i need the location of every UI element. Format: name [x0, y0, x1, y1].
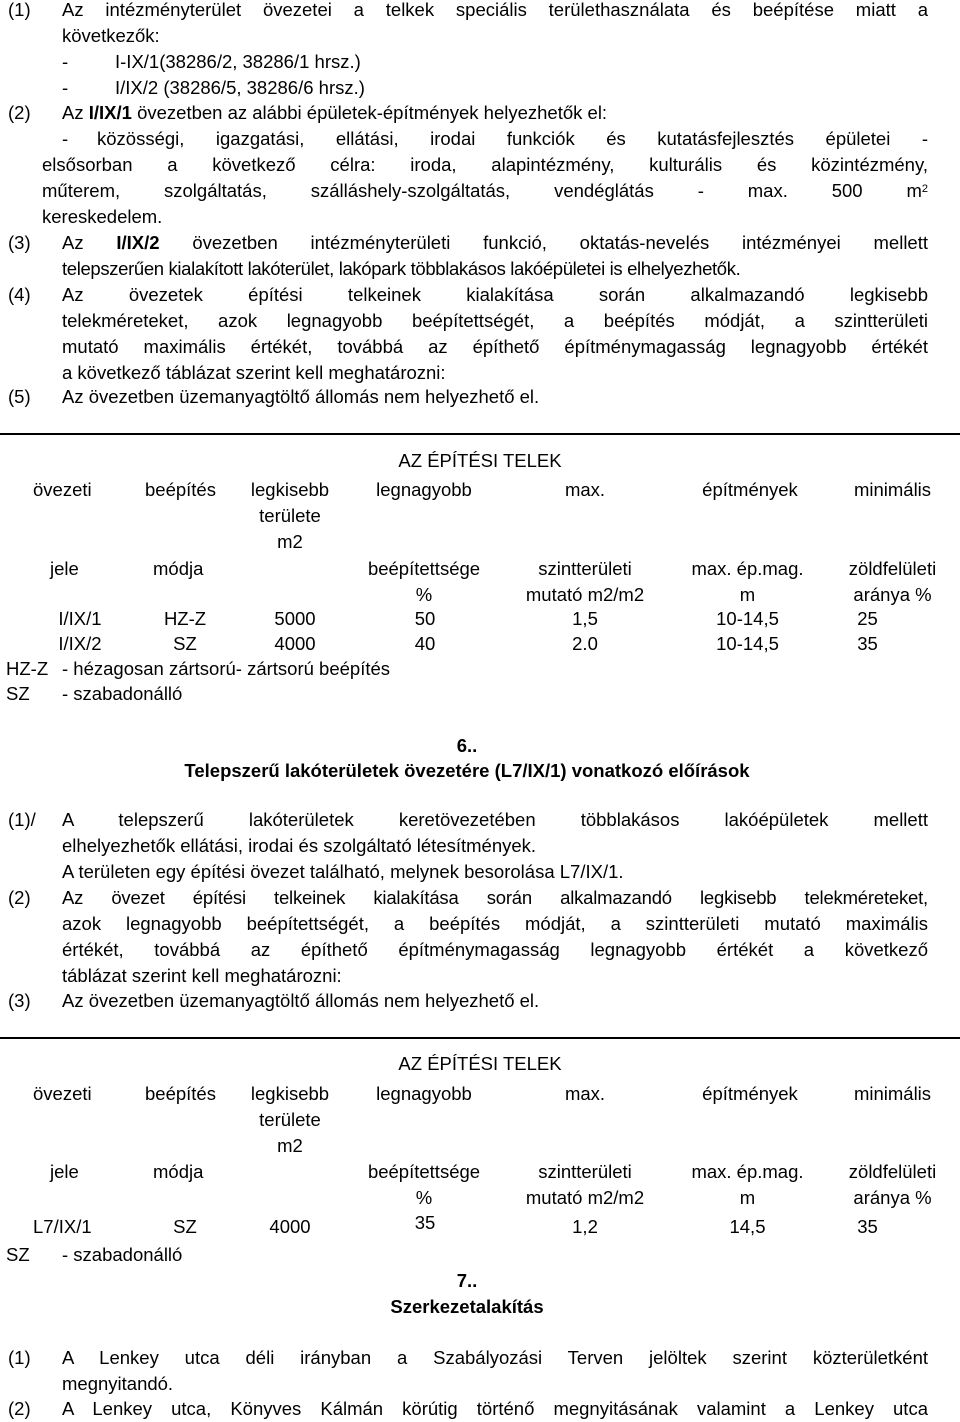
column-header: legkisebb [250, 479, 330, 500]
paragraph-number: (2) [8, 1398, 31, 1419]
paragraph-number: (1) [8, 0, 31, 20]
column-header: övezeti [33, 479, 92, 500]
list-item: - I-IX/1(38286/2, 38286/1 hrsz.) [62, 51, 361, 72]
section-number: 6.. [456, 735, 478, 756]
column-header: legnagyobb [376, 479, 472, 500]
paragraph-number: (1)/ [8, 809, 36, 830]
column-header: jele [50, 1161, 79, 1182]
paragraph-4: (4) Az övezetek építési telkeinek kialakítása során alkalmazandó legkisebb telekméreteket, azok legnagyobb beépítettségét, a beépítés módját, a szintterületi mutató maximális értékét, továbbá az építhető építménymagasság legnagyobb értékét a következő táblázat szerint kell meghatározni: [8, 284, 928, 383]
column-header: területe [259, 1109, 321, 1130]
column-header: % [415, 1187, 433, 1208]
column-header: m2 [277, 1135, 303, 1156]
column-header: mutató m2/m2 [525, 584, 645, 605]
paragraph-1: (1)/ A telepszerű lakóterületek keretövezetében többlakásos lakóépületek mellett elhelyezhetők ellátási, irodai és szolgáltató létesítmények. A területen egy építési övezet található, melynek besorolása L7/IX/1. [8, 809, 928, 882]
table-title: AZ ÉPÍTÉSI TELEK [398, 1053, 562, 1074]
paragraph-number: (1) [8, 1347, 31, 1368]
column-header: övezeti [33, 1083, 92, 1104]
column-header: zöldfelületi [848, 558, 937, 579]
column-header: minimális [853, 479, 932, 500]
paragraph-2: (2) Az övezet építési telkeinek kialakítása során alkalmazandó legkisebb telekméreteket, azok legnagyobb beépítettségét, a beépítés módját, a szintterületi mutató maximális értékét, továbbá az építhető építménymagasság legnagyobb értékét a következő táblázat szerint kell meghatározni: [8, 887, 928, 986]
list-item: - közösségi, igazgatási, ellátási, irodai funkciók és kutatásfejlesztés épületei - elsősorban a következő célra: iroda, alapintézmény, kulturális és közintézmény, műterem, szolgáltatás, szálláshely-szolgáltatás, vendéglátás - max. 500 $m^2$ kereskedelem. [42, 128, 928, 227]
column-header: aránya % [853, 1187, 932, 1208]
column-header: legnagyobb [376, 1083, 472, 1104]
column-header: aránya % [853, 584, 932, 605]
column-header: beépítettsége [367, 558, 481, 579]
column-header: zöldfelületi [848, 1161, 937, 1182]
text-line: következők: [62, 25, 160, 46]
paragraph-1 [8, 0, 928, 101]
section-title: Telepszerű lakóterületek övezetére (L7/IX/1) vonatkozó előírások [184, 760, 750, 781]
column-header: módja [153, 1161, 204, 1182]
column-header: minimális [853, 1083, 932, 1104]
paragraph-number: (2) [8, 887, 31, 908]
section-title: Szerkezetalakítás [390, 1296, 544, 1317]
column-header: m [739, 1187, 756, 1208]
paragraph-3: (3) Az övezetben üzemanyagtöltő állomás nem helyezhető el. [8, 988, 928, 1014]
paragraph-1: (1) A Lenkey utca déli irányban a Szabályozási Terven jelöltek szerint közterületként megnyitandó. [8, 1347, 928, 1394]
column-header: mutató m2/m2 [525, 1187, 645, 1208]
paragraph-2: (2) A Lenkey utca, Könyves Kálmán körútig történő megnyitásának valamint a Lenkey utca [8, 1396, 928, 1422]
column-header: max. ép.mag. [691, 558, 804, 579]
table-rule [0, 1037, 960, 1039]
column-header: beépítés [145, 479, 216, 500]
section-number: 7.. [456, 1270, 478, 1291]
paragraph-number: (2) [8, 102, 31, 123]
document-page: (1) Az intézményterület övezetei a telkek speciális területhasználata és beépítése miatt a következők: - I-IX/1(38286/2, 38286/1 hrsz.) - I/IX/2 (38286/5, 38286/6 hrsz.) (2) Az I/IX/1 övezetben az alábbi épületek-építmények helyezhetők el: - közösségi, igazgatási, ellátási, irodai funkciók és kutatásfejlesztés épületei - elsősorban a következő célra: iroda, alapintézmény, kulturális és közintézmény, műterem, szolgáltatás, szálláshely-szolgáltatás, vendéglátás - max. 500 $m^2$ kereskedelem. (3) Az I/IX/2 övezetben intézményterületi funkció, oktatás-nevelés intézményei mellett telepszerűen kialakított lakóterület, lakópark többlakásos lakóépületei is elhelyezhetők. (4) Az övezetek építési telkeinek kialakítása során alkalmazandó legkisebb telekméreteket, azok legnagyobb beépítettségét, a beépítés módját, a szintterületi mutató maximális értékét, továbbá az építhető építménymagasság legnagyobb értékét a következő táblázat szerint kell meghatározni: (5) Az övezetben üzemanyagtöltő állomás nem helyezhető el. AZ ÉPÍTÉSI TELEK övezeti beépítés legkisebb területe m2 legnagyobb max. építmények minimális jele módja beépítettsége % szintterületi mutató m2/m2 max. ép.mag. m zöldfelületi aránya % I/IX/1 HZ-Z 5000 50 1,5 10-14,5 25 I/IX/2 SZ 4000 40 2.0 10-14,5 35 HZ-Z - hézagosan zártsorú- zártsorú beépítés SZ - szabadonálló 6.. Telepszerű lakóterületek övezetére (L7/IX/1) vonatkozó előírások (1)/ A telepszerű lakóterületek keretövezetében többlakásos lakóépületek mellett elhelyezhetők ellátási, irodai és szolgáltató létesítmények. A területen egy építési övezet található, melynek besorolása L7/IX/1. (2) Az övezet építési telkeinek kialakítása során alkalmazandó legkisebb telekméreteket, azok legnagyobb beépítettségét, a beépítés módját, a szintterületi mutató maximális értékét, továbbá az építhető építménymagasság legnagyobb értékét a következő táblázat szerint kell meghatározni: (3) Az övezetben üzemanyagtöltő állomás nem helyezhető el. AZ ÉPÍTÉSI TELEK övezeti beépítés legkisebb területe m2 legnagyobb max. építmények minimális jele módja beépítettsége % szintterületi mutató m2/m2 max. ép.mag. m zöldfelületi aránya % L7/IX/1 SZ 4000 35 1,2 14,5 35 SZ - szabadonálló 7.. Szerkezetalakítás (1) A Lenkey utca déli irányban a Szabályozási Terven jelöltek szerint közterületként megnyitandó. (2) A Lenkey utca, Könyves Kálmán körútig történő megnyitásának valamint a Lenkey utca [0, 0, 960, 1422]
paragraph-5: (5) Az övezetben üzemanyagtöltő állomás nem helyezhető el. [8, 384, 928, 410]
table-title: AZ ÉPÍTÉSI TELEK [398, 450, 562, 471]
column-header: beépítés [145, 1083, 216, 1104]
table-rule [0, 433, 960, 435]
paragraph-number: (5) [8, 386, 31, 407]
column-header: szintterületi [538, 1161, 632, 1182]
list-item: - I/IX/2 (38286/5, 38286/6 hrsz.) [62, 77, 365, 98]
column-header: beépítettsége [367, 1161, 481, 1182]
column-header: m [739, 584, 756, 605]
column-header: legkisebb [250, 1083, 330, 1104]
column-header: módja [153, 558, 204, 579]
paragraph-number: (3) [8, 990, 31, 1011]
paragraph-3: (3) Az I/IX/2 övezetben intézményterületi funkció, oktatás-nevelés intézményei mellett telepszerűen kialakított lakóterület, lakópark többlakásos lakóépületei is elhelyezhetők. [8, 232, 928, 279]
column-header: szintterületi [538, 558, 632, 579]
column-header: területe [259, 505, 321, 526]
text-line: Az intézményterület övezetei a telkek speciális területhasználata és beépítése miatt a [62, 0, 928, 20]
column-header: jele [50, 558, 79, 579]
paragraph-number: (3) [8, 232, 31, 253]
paragraph-number: (4) [8, 284, 31, 305]
paragraph-2: (2) Az I/IX/1 övezetben az alábbi épületek-építmények helyezhetők el: - közösségi, igazgatási, ellátási, irodai funkciók és kutatásfejlesztés épületei - elsősorban a következő célra: iroda, alapintézmény, kulturális és közintézmény, műterem, szolgáltatás, szálláshely-szolgáltatás, vendéglátás - max. 500 $m^2$ kereskedelem. [8, 100, 928, 230]
column-header: max. [564, 479, 606, 500]
column-header: max. ép.mag. [691, 1161, 804, 1182]
column-header: építmények [702, 1083, 798, 1104]
column-header: max. [564, 1083, 606, 1104]
column-header: m2 [277, 531, 303, 552]
column-header: % [415, 584, 433, 605]
column-header: építmények [702, 479, 798, 500]
